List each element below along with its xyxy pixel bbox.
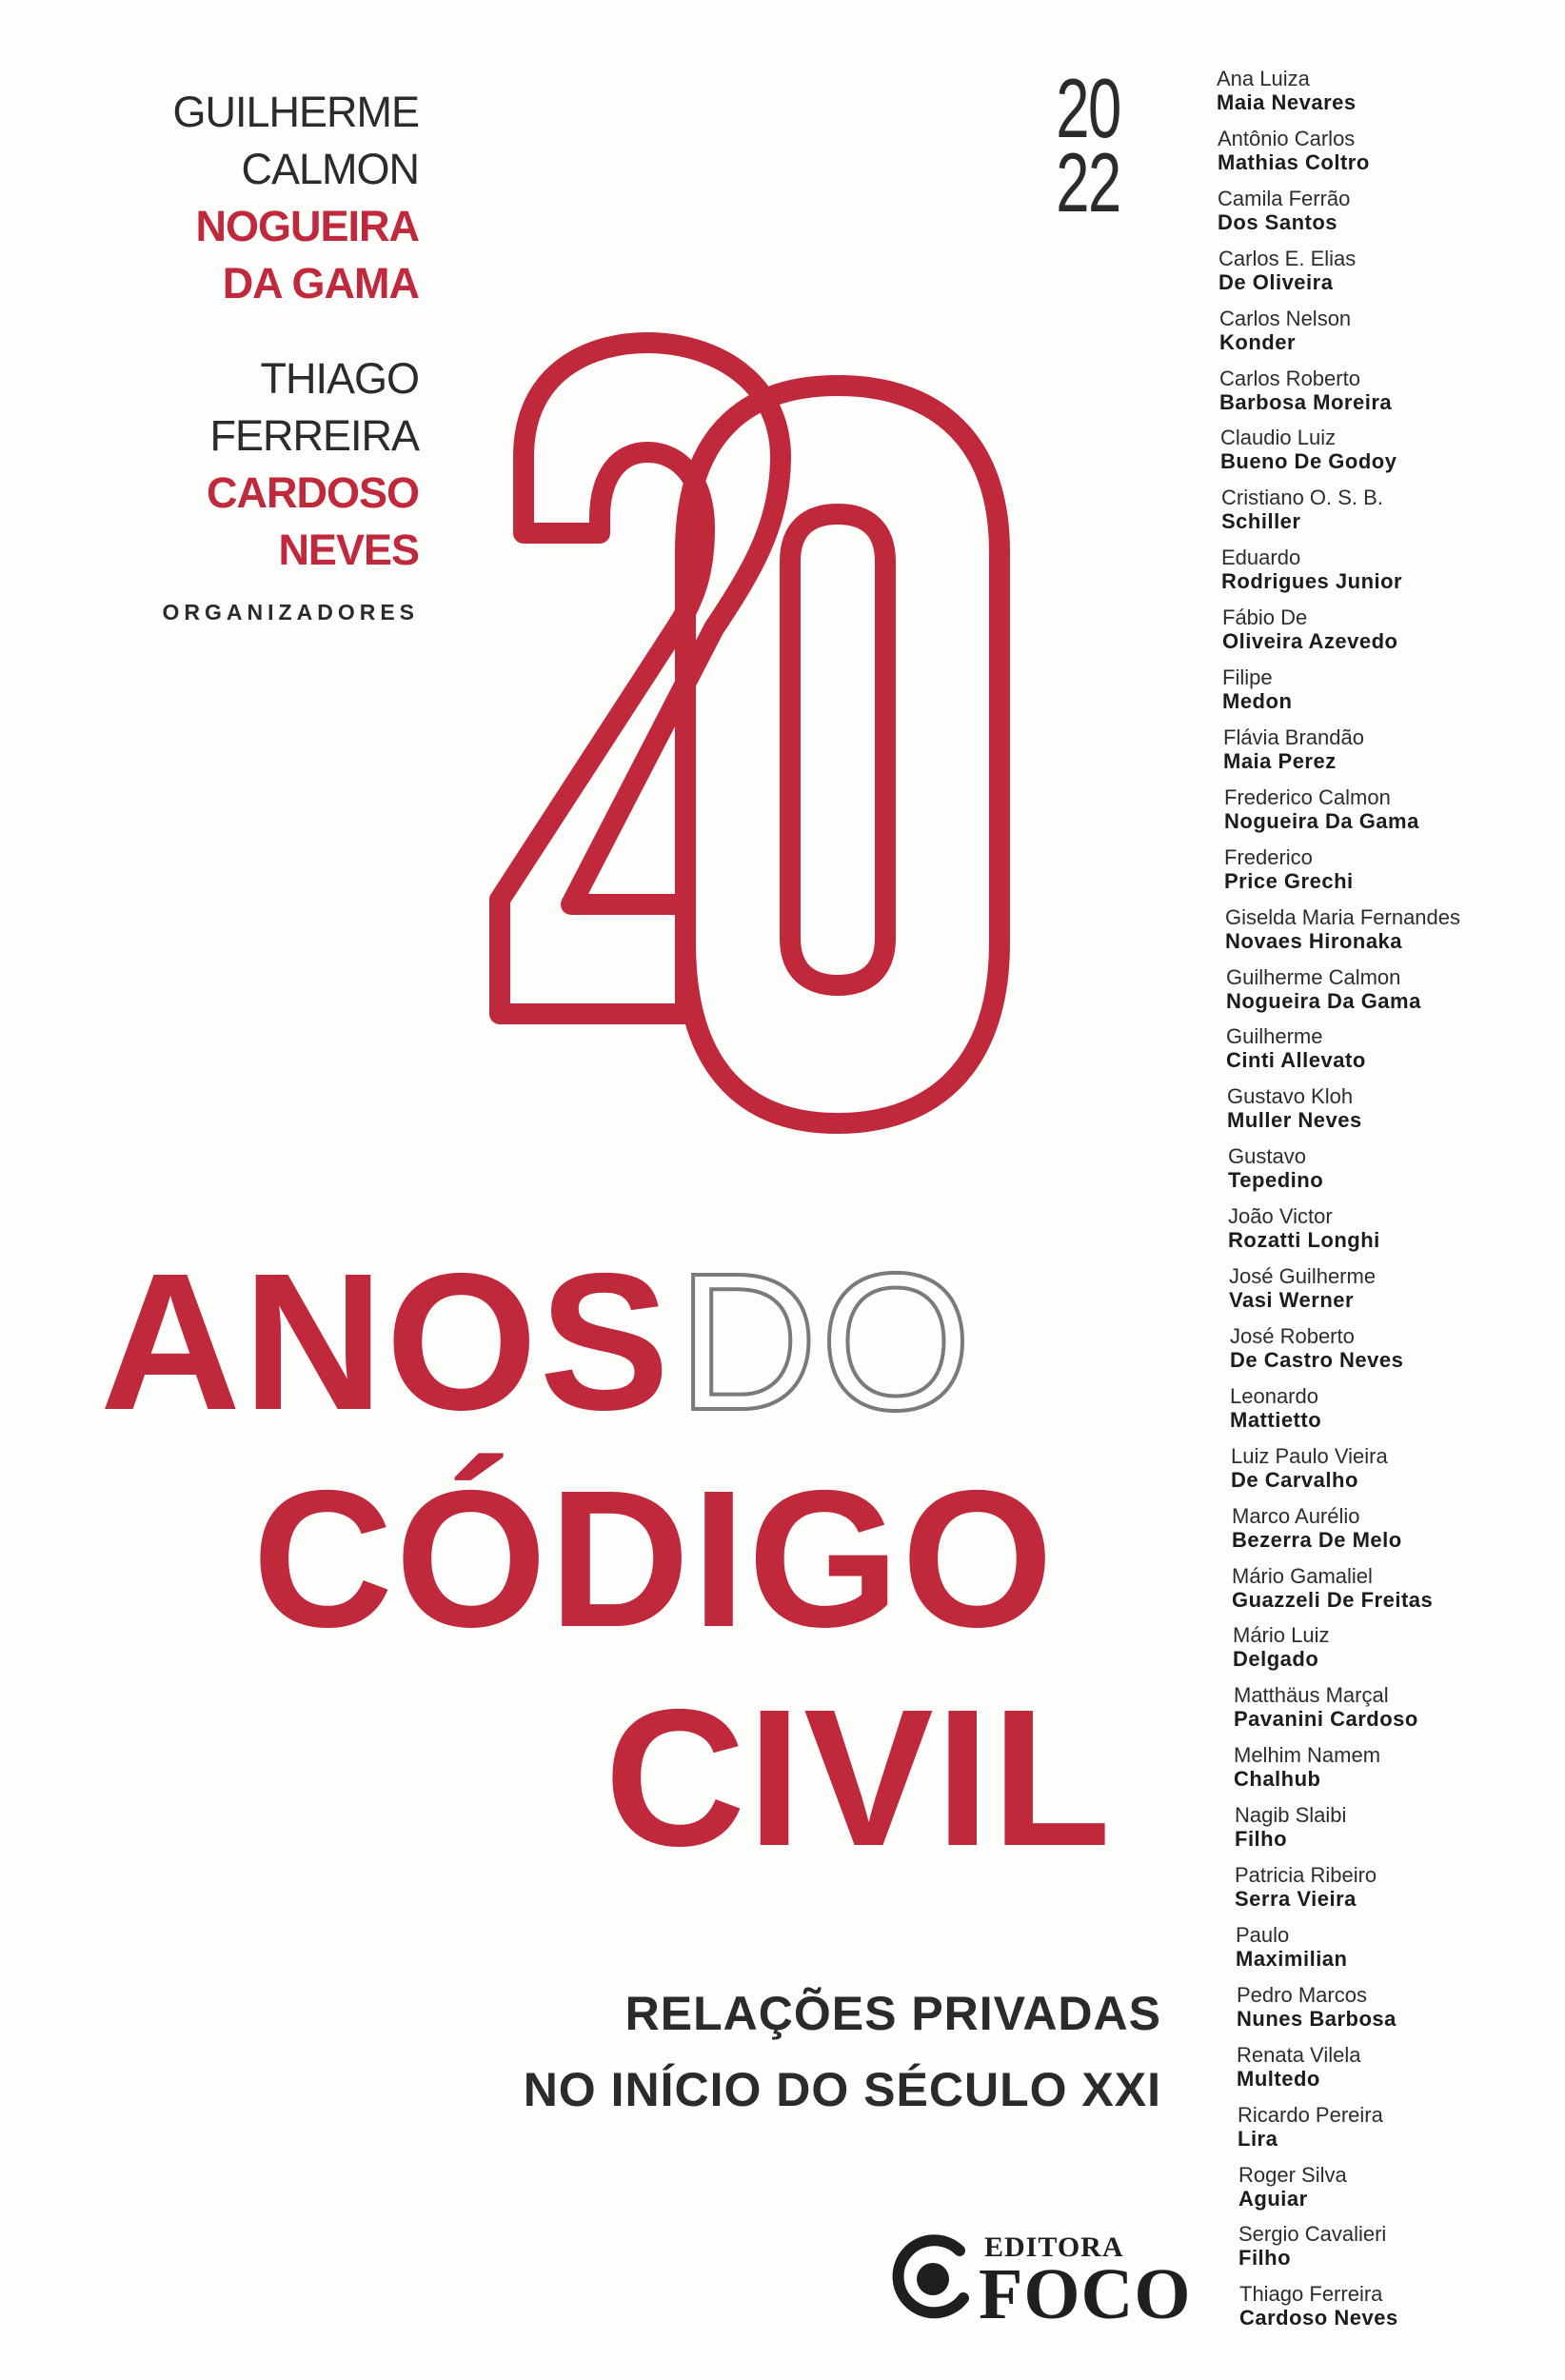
contributor-entry bbox=[1236, 1923, 1565, 1971]
contributor-entry bbox=[1238, 2103, 1565, 2151]
contributor-entry bbox=[1239, 2282, 1565, 2330]
contributor-last-name: Nogueira Da Gama bbox=[1226, 989, 1421, 1013]
contributor-entry bbox=[1230, 1324, 1565, 1372]
contributor-last-name: Mathias Coltro bbox=[1218, 150, 1370, 174]
contributor-last-name: Dos Santos bbox=[1218, 210, 1338, 234]
contributor-last-name: Rozatti Longhi bbox=[1228, 1228, 1380, 1252]
contributor-entry bbox=[1234, 1683, 1565, 1731]
contributor-first-name: Eduardo bbox=[1221, 545, 1301, 569]
contributor-last-name: Serra Vieira bbox=[1235, 1887, 1357, 1911]
contributor-first-name: Paulo bbox=[1236, 1923, 1290, 1947]
contributor-entry bbox=[1234, 1743, 1565, 1791]
contributor-last-name: Lira bbox=[1238, 2127, 1278, 2151]
organizers-block bbox=[0, 84, 419, 625]
contributor-first-name: João Victor bbox=[1228, 1204, 1333, 1228]
contributor-first-name: Filipe bbox=[1222, 665, 1273, 689]
contributor-first-name: Mário Luiz bbox=[1233, 1623, 1330, 1647]
big-outline-two bbox=[500, 343, 781, 1014]
contributor-entry bbox=[1235, 1803, 1565, 1851]
contributor-last-name: Tepedino bbox=[1228, 1168, 1324, 1192]
contributor-first-name: Luiz Paulo Vieira bbox=[1231, 1444, 1388, 1468]
contributor-last-name: Maia Nevares bbox=[1217, 90, 1357, 114]
contributor-first-name: Thiago Ferreira bbox=[1239, 2282, 1383, 2306]
contributor-entry bbox=[1225, 905, 1565, 953]
contributor-last-name: Oliveira Azevedo bbox=[1222, 629, 1398, 653]
contributor-last-name: Maia Perez bbox=[1223, 749, 1337, 773]
contributor-last-name: Filho bbox=[1235, 1827, 1288, 1851]
contributor-last-name: De Carvalho bbox=[1231, 1468, 1358, 1492]
contributor-last-name: Schiller bbox=[1221, 509, 1301, 533]
contributor-entry bbox=[1218, 127, 1565, 174]
organizers-role-label: ORGANIZADORES bbox=[162, 600, 419, 625]
contributor-first-name: Cristiano O. S. B. bbox=[1221, 486, 1383, 509]
foco-logo-icon bbox=[885, 2230, 981, 2325]
contributor-first-name: Matthäus Marçal bbox=[1234, 1683, 1389, 1707]
contributor-first-name: Ricardo Pereira bbox=[1238, 2103, 1383, 2127]
contributor-entry bbox=[1235, 1863, 1565, 1911]
edition-year-line-1: 20 bbox=[1056, 61, 1120, 155]
contributor-entry bbox=[1238, 2163, 1565, 2211]
contributor-last-name: De Castro Neves bbox=[1230, 1348, 1404, 1372]
publisher-logo bbox=[885, 2220, 1190, 2334]
contributor-entry bbox=[1220, 426, 1565, 473]
contributor-entry bbox=[1217, 67, 1565, 114]
publisher-name-big: FOCO bbox=[979, 2254, 1192, 2334]
subtitle-line-2: NO INÍCIO DO SÉCULO XXI bbox=[523, 2063, 1161, 2116]
contributor-entry bbox=[1226, 1024, 1565, 1072]
contributor-first-name: Carlos Roberto bbox=[1219, 367, 1360, 390]
contributor-last-name: Nogueira Da Gama bbox=[1224, 809, 1419, 833]
contributor-first-name: Antônio Carlos bbox=[1218, 127, 1356, 150]
contributor-last-name: Filho bbox=[1238, 2246, 1292, 2270]
contributor-last-name: Mattietto bbox=[1230, 1408, 1322, 1432]
contributor-first-name: Carlos E. Elias bbox=[1218, 247, 1357, 270]
edition-year bbox=[1050, 61, 1125, 229]
contributor-last-name: Bezerra De Melo bbox=[1232, 1528, 1402, 1552]
contributor-entry bbox=[1233, 1623, 1565, 1671]
contributor-entry bbox=[1219, 367, 1565, 414]
edition-year-line-2: 22 bbox=[1056, 135, 1120, 229]
organizer-2-last-line-1: CARDOSO bbox=[206, 468, 419, 517]
contributor-entry bbox=[1223, 725, 1565, 773]
title-line-1 bbox=[100, 1233, 974, 1451]
contributor-last-name: Chalhub bbox=[1234, 1767, 1321, 1791]
contributor-first-name: Leonardo bbox=[1230, 1384, 1318, 1408]
big-number-twenty bbox=[466, 314, 1152, 1209]
contributor-first-name: Patricia Ribeiro bbox=[1235, 1863, 1377, 1887]
organizer-2-last-line-2: NEVES bbox=[278, 526, 419, 574]
contributor-entry bbox=[1221, 545, 1565, 593]
contributor-last-name: Muller Neves bbox=[1227, 1108, 1362, 1132]
contributor-first-name: Frederico Calmon bbox=[1224, 785, 1391, 809]
title-word-anos: ANOS bbox=[100, 1233, 672, 1451]
contributor-first-name: Camila Ferrão bbox=[1218, 187, 1351, 210]
contributor-entry bbox=[1232, 1564, 1565, 1612]
contributor-entry bbox=[1222, 605, 1565, 653]
title-word-do: DO bbox=[677, 1233, 974, 1451]
organizer-1-first-line-1: GUILHERME bbox=[172, 88, 419, 136]
contributor-entry bbox=[1224, 785, 1565, 833]
contributor-first-name: Gustavo bbox=[1228, 1144, 1306, 1168]
contributor-entry bbox=[1238, 2222, 1565, 2270]
contributor-entry bbox=[1232, 1504, 1565, 1552]
contributor-entry bbox=[1221, 486, 1565, 533]
organizer-1-last-line-1: NOGUEIRA bbox=[195, 202, 419, 250]
contributor-last-name: Price Grechi bbox=[1224, 869, 1354, 893]
contributor-last-name: Maximilian bbox=[1236, 1947, 1348, 1971]
contributor-first-name: Guilherme bbox=[1226, 1024, 1323, 1048]
contributor-last-name: De Oliveira bbox=[1218, 270, 1334, 294]
organizer-2-first-line-2: FERREIRA bbox=[209, 411, 419, 460]
contributor-last-name: Konder bbox=[1219, 330, 1296, 354]
contributor-entry bbox=[1227, 1084, 1565, 1132]
contributor-last-name: Delgado bbox=[1233, 1647, 1319, 1671]
contributor-last-name: Barbosa Moreira bbox=[1219, 390, 1393, 414]
title-line-2: CÓDIGO bbox=[252, 1450, 1056, 1668]
contributor-last-name: Bueno De Godoy bbox=[1220, 449, 1397, 473]
organizer-1-first-line-2: CALMON bbox=[241, 145, 419, 193]
big-outline-zero-outer bbox=[685, 386, 1000, 1123]
contributor-first-name: José Guilherme bbox=[1229, 1264, 1377, 1288]
contributor-first-name: Sergio Cavalieri bbox=[1238, 2222, 1387, 2246]
title-line-3: CIVIL bbox=[604, 1669, 1113, 1887]
contributor-first-name: Gustavo Kloh bbox=[1227, 1084, 1354, 1108]
contributor-first-name: Ana Luiza bbox=[1217, 67, 1310, 90]
contributor-last-name: Rodrigues Junior bbox=[1221, 569, 1403, 593]
contributor-first-name: Claudio Luiz bbox=[1220, 426, 1337, 449]
contributor-first-name: Flávia Brandão bbox=[1223, 725, 1364, 749]
contributor-entry bbox=[1218, 187, 1565, 234]
contributor-first-name: Frederico bbox=[1224, 845, 1313, 869]
contributor-last-name: Aguiar bbox=[1238, 2187, 1308, 2211]
contributor-first-name: Nagib Slaibi bbox=[1235, 1803, 1347, 1827]
publisher-name-small: EDITORA bbox=[984, 2231, 1124, 2263]
contributor-entry bbox=[1228, 1144, 1565, 1192]
contributor-entry bbox=[1222, 665, 1565, 713]
contributor-entry bbox=[1230, 1384, 1565, 1432]
contributor-first-name: Giselda Maria Fernandes bbox=[1225, 905, 1461, 929]
contributor-entry bbox=[1224, 845, 1565, 893]
contributor-first-name: José Roberto bbox=[1230, 1324, 1355, 1348]
contributor-last-name: Nunes Barbosa bbox=[1237, 2007, 1397, 2031]
contributor-entry bbox=[1228, 1204, 1565, 1252]
contributor-last-name: Novaes Hironaka bbox=[1225, 929, 1403, 953]
book-subtitle bbox=[362, 1975, 1161, 2128]
contributor-last-name: Cardoso Neves bbox=[1239, 2306, 1398, 2330]
contributor-last-name: Guazzeli De Freitas bbox=[1232, 1588, 1434, 1612]
organizer-2-first-line-1: THIAGO bbox=[260, 354, 419, 403]
organizer-1-last-line-2: DA GAMA bbox=[222, 259, 419, 307]
contributor-first-name: Roger Silva bbox=[1238, 2163, 1347, 2187]
contributor-entry bbox=[1231, 1444, 1565, 1492]
subtitle-line-1: RELAÇÕES PRIVADAS bbox=[624, 1987, 1161, 2040]
contributor-entry bbox=[1237, 1983, 1565, 2031]
contributor-last-name: Pavanini Cardoso bbox=[1234, 1707, 1418, 1731]
contributor-last-name: Medon bbox=[1222, 689, 1293, 713]
contributor-first-name: Guilherme Calmon bbox=[1226, 965, 1401, 989]
contributor-entry bbox=[1219, 307, 1565, 354]
contributor-entry bbox=[1237, 2043, 1565, 2091]
contributor-first-name: Renata Vilela bbox=[1237, 2043, 1361, 2067]
big-outline-zero-inner bbox=[790, 514, 885, 985]
contributor-last-name: Cinti Allevato bbox=[1226, 1048, 1366, 1072]
contributor-entry bbox=[1229, 1264, 1565, 1312]
contributor-last-name: Multedo bbox=[1237, 2067, 1320, 2091]
contributor-first-name: Mário Gamaliel bbox=[1232, 1564, 1373, 1588]
contributor-first-name: Marco Aurélio bbox=[1232, 1504, 1360, 1528]
contributor-last-name: Vasi Werner bbox=[1229, 1288, 1355, 1312]
contributor-first-name: Pedro Marcos bbox=[1237, 1983, 1367, 2007]
contributor-first-name: Carlos Nelson bbox=[1219, 307, 1352, 330]
contributor-first-name: Melhim Namem bbox=[1234, 1743, 1381, 1767]
contributor-entry bbox=[1226, 965, 1565, 1013]
contributor-entry bbox=[1218, 247, 1565, 294]
contributor-first-name: Fábio De bbox=[1222, 605, 1308, 629]
